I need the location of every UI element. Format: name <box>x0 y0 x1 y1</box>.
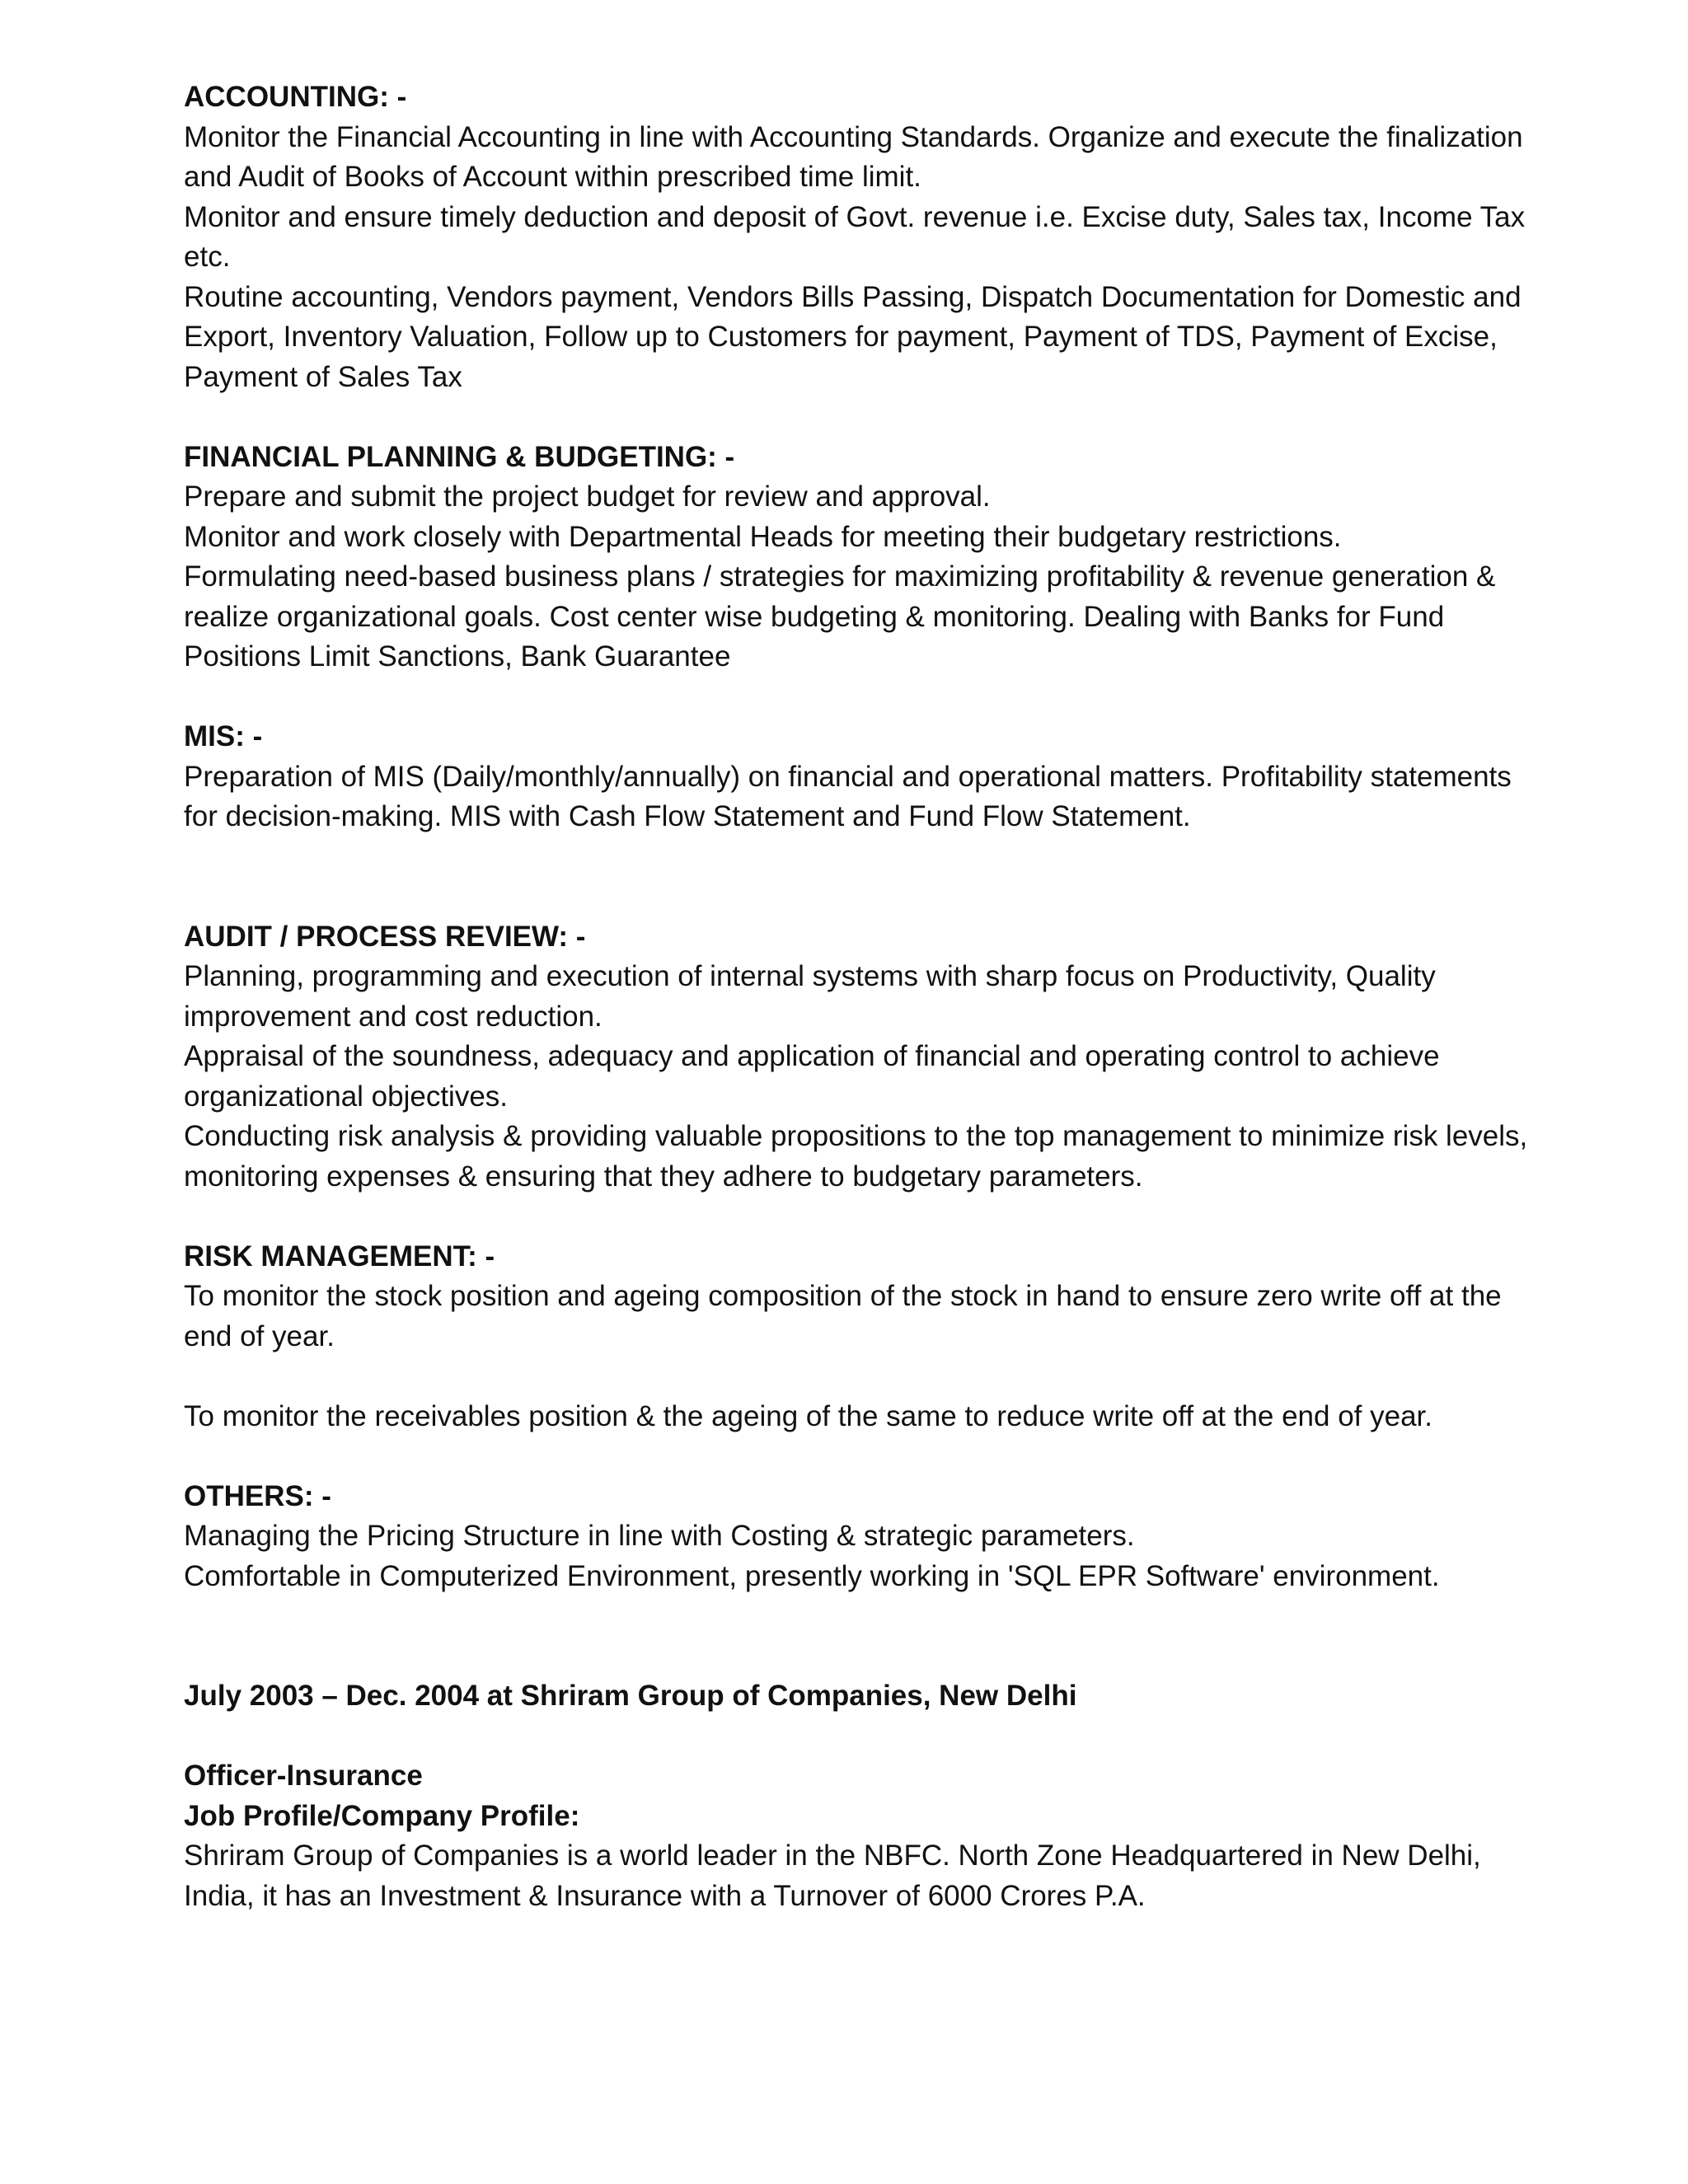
financial-planning-para-3: Formulating need-based business plans / strategies for maximizing profitability & revenue generation & realize organizational goals. Cost center wise budgeting & monitoring. Dealing with Banks for Fund Positions Limit Sanctions, Bank Guarantee <box>184 560 1496 673</box>
accounting-section <box>184 77 1544 397</box>
financial-planning-section <box>184 438 1544 677</box>
audit-section <box>184 917 1544 1197</box>
financial-planning-para-1: Prepare and submit the project budget for review and approval. <box>184 480 991 513</box>
audit-para-3: Conducting risk analysis & providing valuable propositions to the top management to minimize risk levels, monitoring expenses & ensuring that they adhere to budgetary parameters. <box>184 1120 1528 1193</box>
accounting-para-3: Routine accounting, Vendors payment, Vendors Bills Passing, Dispatch Documentation for Domestic and Export, Inventory Valuation, Follow up to Customers for payment, Payment of TDS, Payment of Excise, Payment of Sales Tax <box>184 280 1522 393</box>
accounting-para-1: Monitor the Financial Accounting in line with Accounting Standards. Organize and execute the finalization and Audit of Books of Account within prescribed time limit. <box>184 120 1523 193</box>
audit-para-1: Planning, programming and execution of internal systems with sharp focus on Productivity, Quality improvement and cost reduction. <box>184 960 1436 1033</box>
others-section <box>184 1477 1544 1597</box>
employment-role: Officer-Insurance <box>184 1760 423 1792</box>
mis-heading: MIS: - <box>184 720 263 752</box>
others-para-1: Managing the Pricing Structure in line with Costing & strategic parameters. <box>184 1520 1135 1552</box>
spacer <box>184 837 1544 917</box>
employment-period: July 2003 – Dec. 2004 at Shriram Group of Companies, New Delhi <box>184 1680 1077 1712</box>
financial-planning-para-2: Monitor and work closely with Departmental Heads for meeting their budgetary restrictions. <box>184 520 1342 553</box>
spacer <box>184 1197 1544 1237</box>
risk-management-para-2: To monitor the receivables position & the ageing of the same to reduce write off at the end of year. <box>184 1399 1432 1432</box>
mis-para-1: Preparation of MIS (Daily/monthly/annually) on financial and operational matters. Profitability statements for decision-making. MIS with Cash Flow Statement and Fund Flow Statement. <box>184 760 1512 832</box>
spacer <box>184 677 1544 718</box>
employment-profile-text: Shriram Group of Companies is a world leader in the NBFC. North Zone Headquartered in New Delhi, India, it has an Investment & Insurance with a Turnover of 6000 Crores P.A. <box>184 1840 1481 1912</box>
risk-management-section <box>184 1237 1544 1437</box>
employment-section <box>184 1676 1544 1916</box>
accounting-para-2: Monitor and ensure timely deduction and deposit of Govt. revenue i.e. Excise duty, Sales tax, Income Tax etc. <box>184 200 1526 273</box>
audit-para-2: Appraisal of the soundness, adequacy and application of financial and operating control to achieve organizational objectives. <box>184 1040 1440 1113</box>
others-heading: OTHERS: - <box>184 1479 331 1512</box>
spacer <box>184 397 1544 438</box>
spacer <box>184 1717 1544 1757</box>
spacer <box>184 1596 1544 1676</box>
audit-heading: AUDIT / PROCESS REVIEW: - <box>184 920 586 953</box>
spacer <box>184 1436 1544 1477</box>
mis-section <box>184 717 1544 837</box>
risk-management-para-1: To monitor the stock position and ageing composition of the stock in hand to ensure zero write off at the end of year. <box>184 1280 1502 1352</box>
spacer <box>184 1357 1544 1397</box>
employment-profile-heading: Job Profile/Company Profile: <box>184 1799 580 1832</box>
others-para-2: Comfortable in Computerized Environment, presently working in 'SQL EPR Software' environment. <box>184 1559 1440 1592</box>
risk-management-heading: RISK MANAGEMENT: - <box>184 1240 495 1272</box>
accounting-heading: ACCOUNTING: - <box>184 81 407 113</box>
financial-planning-heading: FINANCIAL PLANNING & BUDGETING: - <box>184 440 735 473</box>
resume-page <box>184 77 1544 1916</box>
